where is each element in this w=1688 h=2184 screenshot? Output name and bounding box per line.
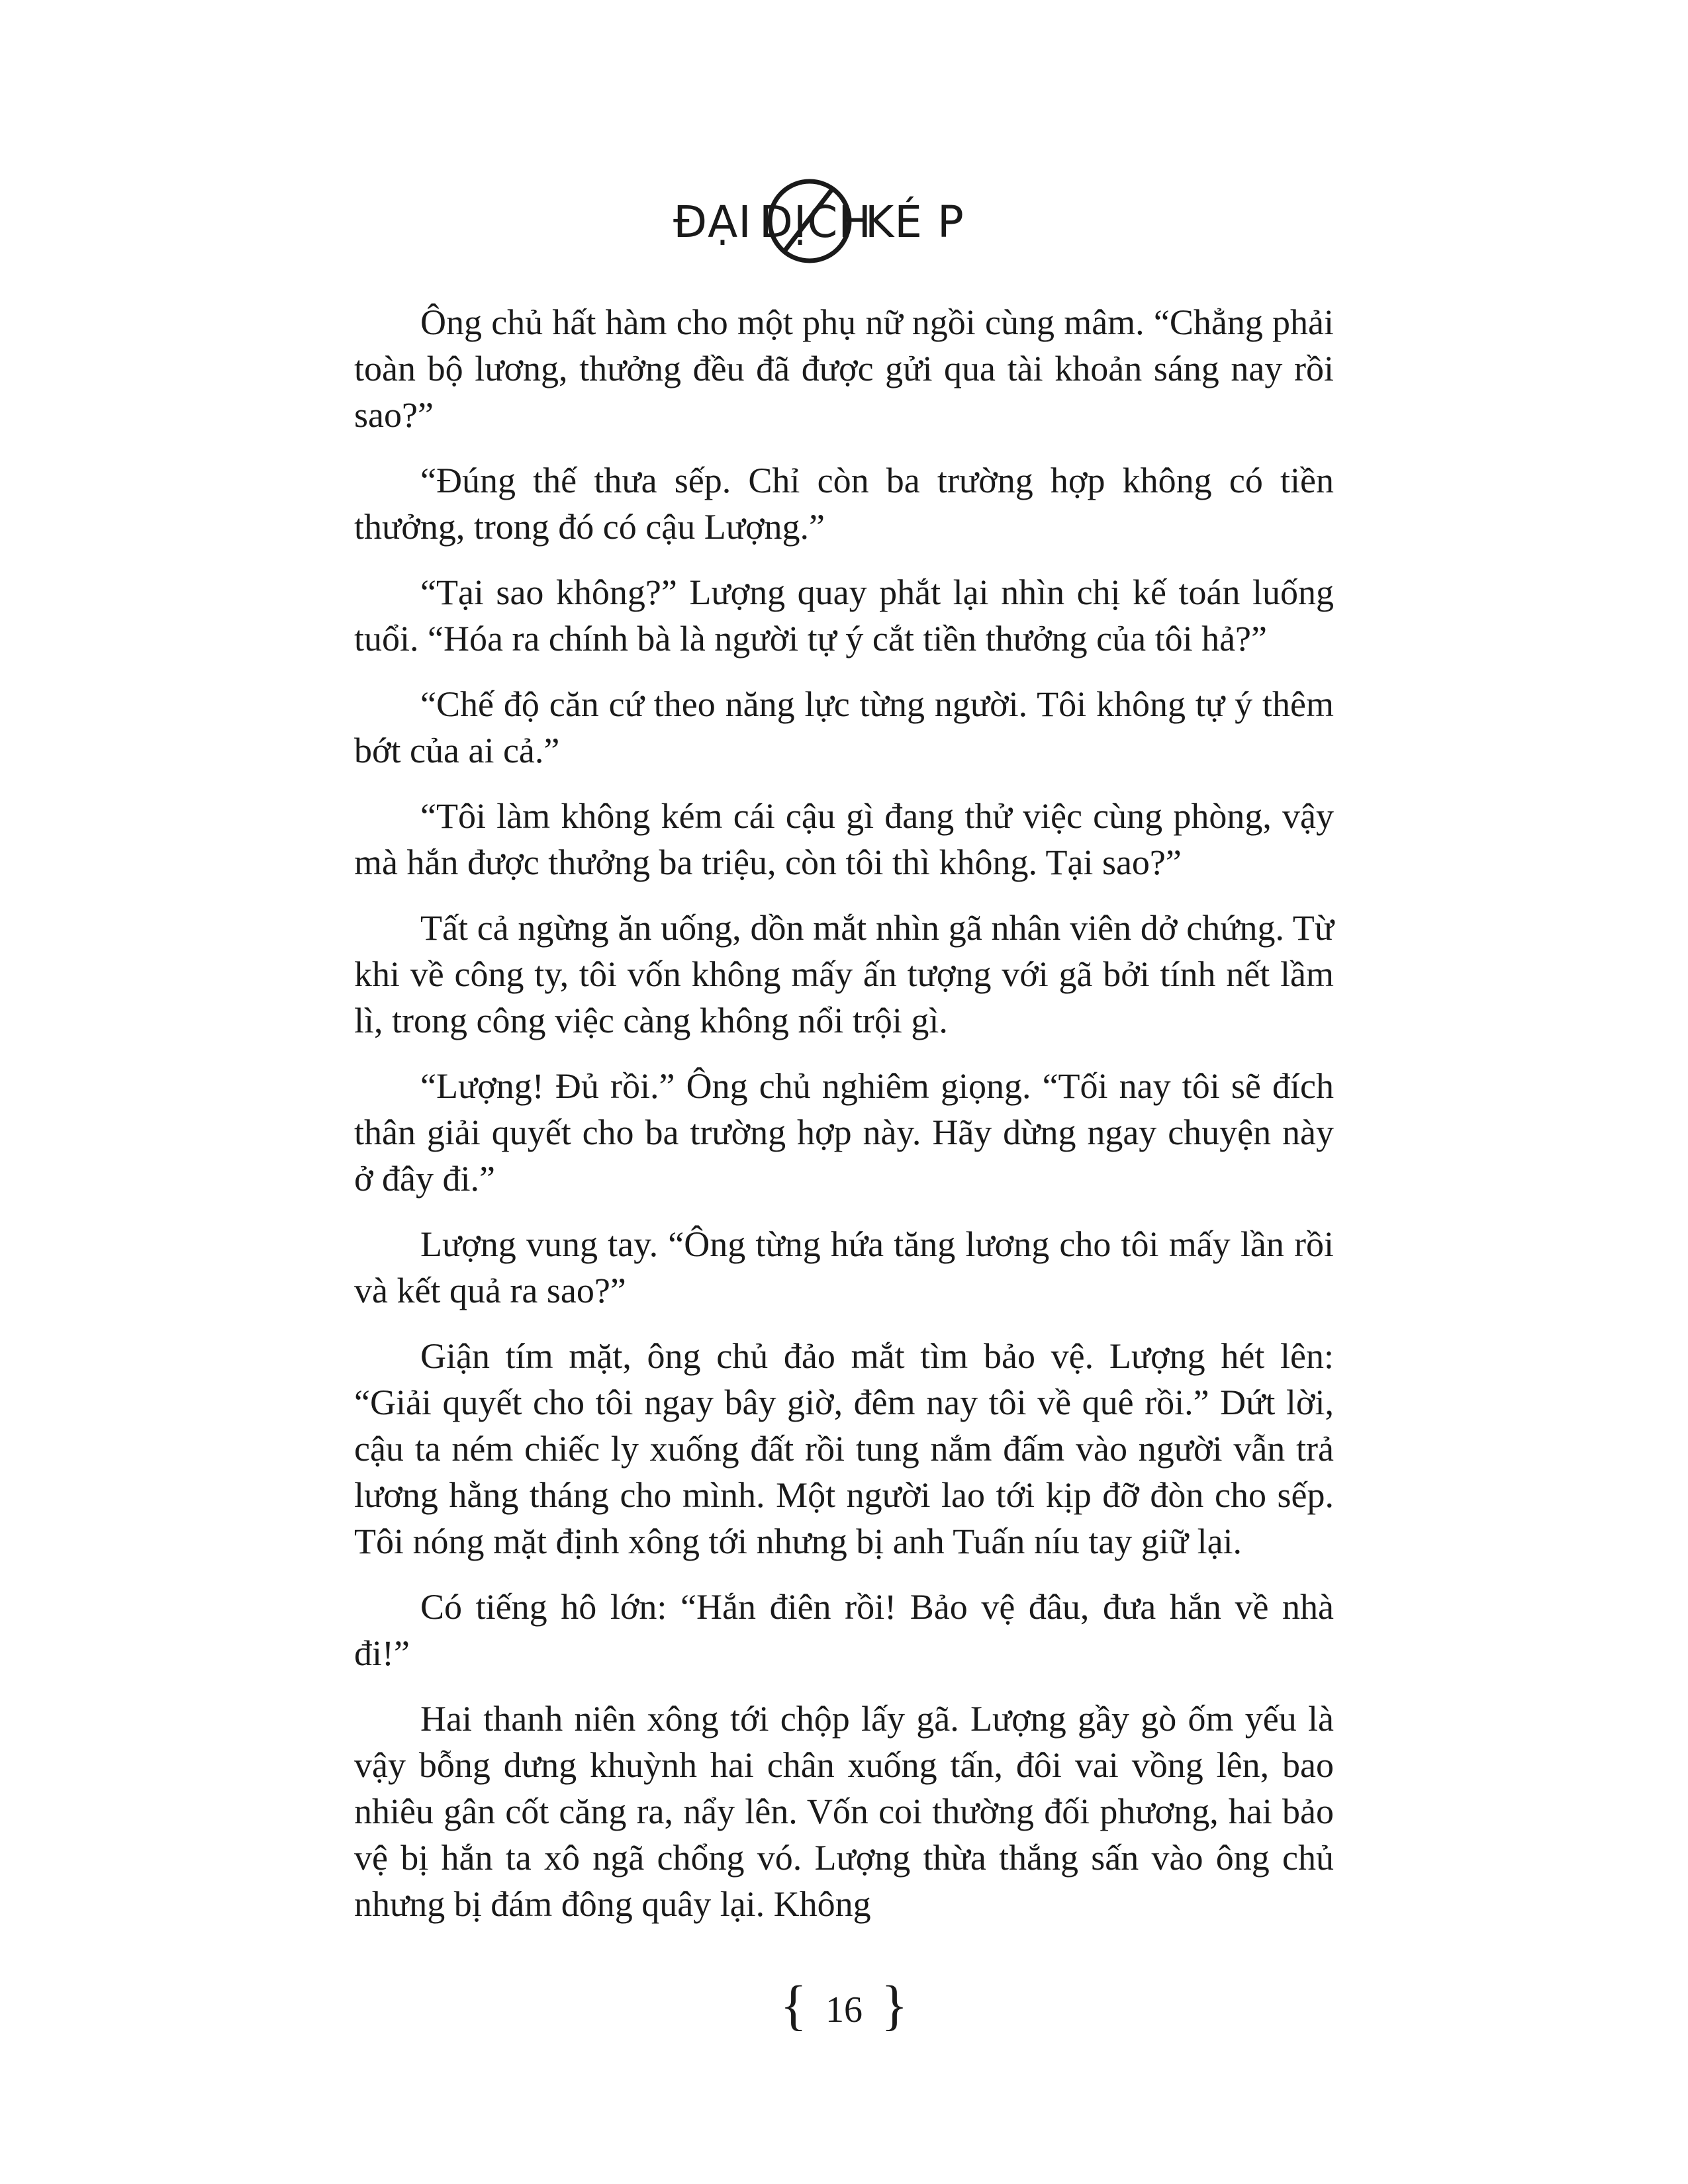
paragraph: Giận tím mặt, ông chủ đảo mắt tìm bảo vệ. Lượng hét lên: “Giải quyết cho tôi ngay bây giờ, đêm nay tôi về quê rồi.” Dứt lời, cậu ta ném chiếc ly xuống đất rồi tung nắm đấm vào người vẫn trả lương hằng tháng cho mình. Một người lao tới kịp đỡ đòn cho sếp. Tôi nóng mặt định xông tới nhưng bị anh Tuấn níu tay giữ lại. [354,1336,1334,1561]
body-text [354,299,1334,1946]
page-footer [0,1975,1688,2037]
paragraph: Ông chủ hất hàm cho một phụ nữ ngồi cùng mâm. “Chẳng phải toàn bộ lương, thưởng đều đã được gửi qua tài khoản sáng nay rồi sao?” [354,302,1334,435]
page-number: 16 [825,1989,863,2031]
brace-open: { [780,1975,807,2037]
paragraph: Có tiếng hô lớn: “Hắn điên rồi! Bảo vệ đâu, đưa hắn về nhà đi!” [354,1587,1334,1673]
title-part-dai: ĐẠI [673,197,752,248]
paragraph: Hai thanh niên xông tới chộp lấy gã. Lượng gầy gò ốm yếu là vậy bỗng dưng khuỳnh hai chân xuống tấn, đôi vai vồng lên, bao nhiêu gân cốt căng ra, nẩy lên. Vốn coi thường đối phương, hai bảo vệ bị hắn ta xô ngã chổng vó. Lượng thừa thắng sấn vào ông chủ nhưng bị đám đông quây lại. Không [354,1699,1334,1924]
paragraph: “Tại sao không?” Lượng quay phắt lại nhìn chị kế toán luống tuổi. “Hóa ra chính bà là người tự ý cắt tiền thưởng của tôi hả?” [354,572,1334,659]
paragraph: “Đúng thế thưa sếp. Chỉ còn ba trường hợp không có tiền thưởng, trong đó có cậu Lượng.” [354,461,1334,547]
paragraph: “Tôi làm không kém cái cậu gì đang thử việc cùng phòng, vậy mà hắn được thưởng ba triệu, còn tôi thì không. Tại sao?” [354,796,1334,882]
running-header [0,173,1688,266]
paragraph: “Lượng! Đủ rồi.” Ông chủ nghiêm giọng. “Tối nay tôi sẽ đích thân giải quyết cho ba trường hợp này. Hãy dừng ngay chuyện này ở đây đi.” [354,1066,1334,1199]
brace-close: } [881,1975,908,2037]
title-part-dich: DỊCH [759,197,872,248]
paragraph: Lượng vung tay. “Ông từng hứa tăng lương cho tôi mấy lần rồi và kết quả ra sao?” [354,1224,1334,1310]
book-title-logo [659,173,1029,266]
title-part-kep: KÉ P [865,197,964,248]
paragraph: Tất cả ngừng ăn uống, dồn mắt nhìn gã nhân viên dở chứng. Từ khi về công ty, tôi vốn không mấy ấn tượng với gã bởi tính nết lầm lì, trong công việc càng không nổi trội gì. [354,908,1334,1040]
paragraph: “Chế độ căn cứ theo năng lực từng người. Tôi không tự ý thêm bớt của ai cả.” [354,684,1334,770]
